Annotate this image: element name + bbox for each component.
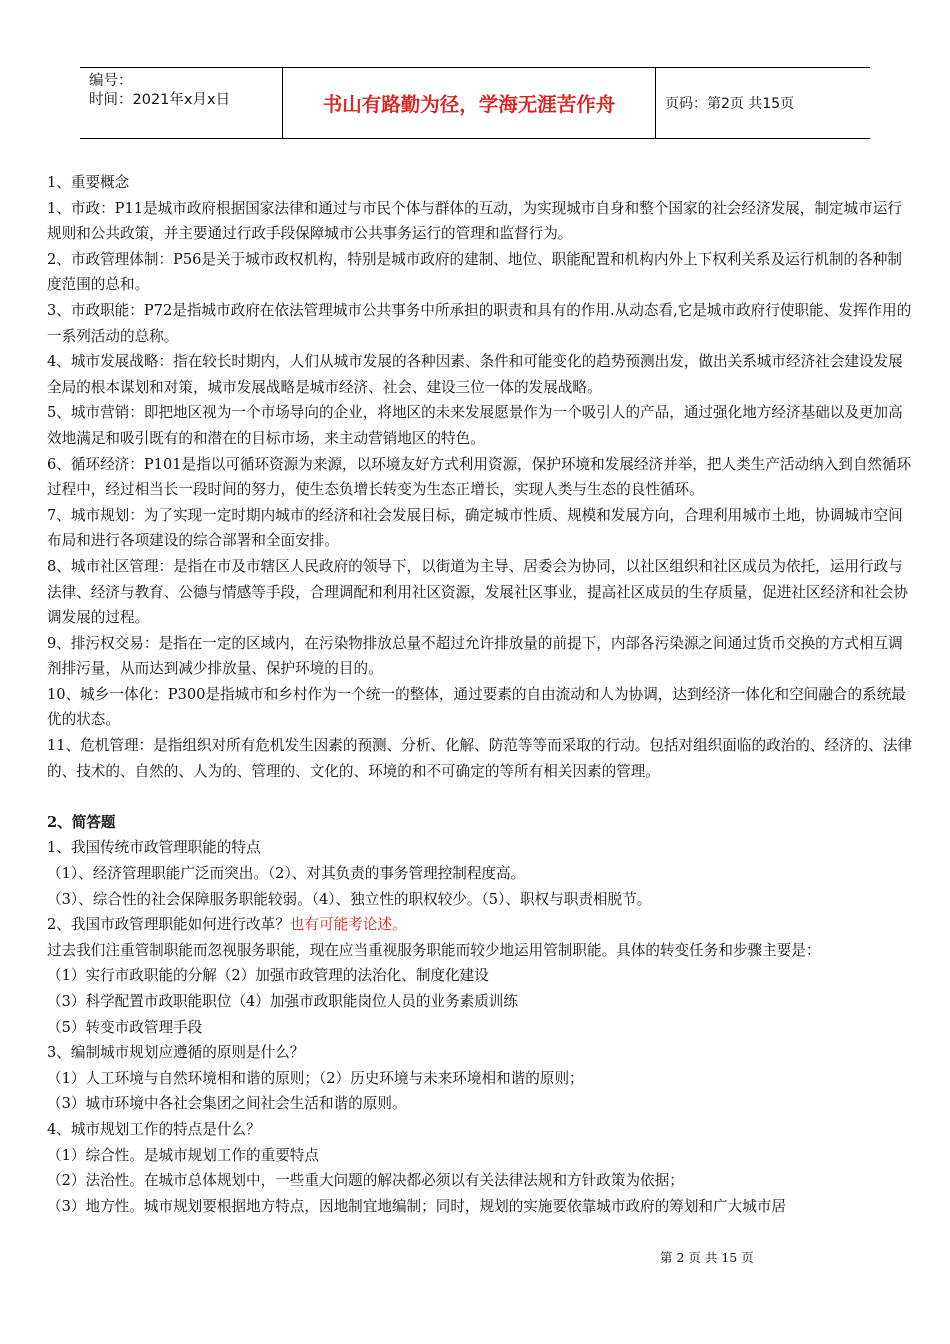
answer-line: （3）、综合性的社会保障服务职能较弱。（4）、独立性的职权较少。（5）、职权与职责相脱节。	[47, 890, 652, 908]
header-meta	[80, 68, 283, 138]
answer-line: （3）科学配置市政职能职位（4）加强市政职能岗位人员的业务素质训练	[47, 993, 518, 1010]
answer-intro: 过去我们注重管制职能而忽视服务职能，现在应当重视服务职能而较少地运用管制职能。具体的转变任务和步骤主要是：	[47, 941, 821, 959]
header-motto: 书山有路勤为径，学海无涯苦作舟	[283, 68, 656, 138]
document-header	[80, 67, 870, 139]
concept-item: 2、市政管理体制：P56是关于城市政权机构，特别是城市政府的建制、地位、职能配置和机构内外上下权利关系及运行机制的各种制度范围的总和。	[47, 250, 902, 294]
page-footer: 第 2 页 共 15 页	[660, 1250, 754, 1265]
concept-item: 9、排污权交易：是指在一定的区域内，在污染物排放总量不超过允许排放量的前提下，内部各污染源之间通过货币交换的方式相互调剂排污量，从而达到减少排放量、保护环境的目的。	[47, 634, 903, 678]
concept-item: 10、城乡一体化：P300是指城市和乡村作为一个统一的整体，通过要素的自由流动和人为协调，达到经济一体化和空间融合的系统最优的状态。	[47, 685, 906, 729]
concept-item: 5、城市营销：即把地区视为一个市场导向的企业，将地区的未来发展愿景作为一个吸引人的产品，通过强化地方经济基础以及更加高效地满足和吸引既有的和潜在的目标市场，来主动营销地区的特色。	[47, 404, 903, 447]
question-text: 2、我国市政管理职能如何进行改革？	[47, 916, 290, 934]
concept-item: 11、危机管理：是指组织对所有危机发生因素的预测、分析、化解、防范等等而采取的行动。包括对组织面临的政治的、经济的、法律的、技术的、自然的、人为的、管理的、文化的、环境的和不可确定的等所有相关因素的管理。	[47, 737, 913, 780]
answer-line: （2）法治性。在城市总体规划中，一些重大问题的解决都必须以有关法律法规和方针政策为依据；	[47, 1172, 684, 1190]
document-body	[47, 170, 913, 1219]
question: 1、我国传统市政管理职能的特点	[47, 839, 261, 857]
header-page-info: 页码：第2页 共15页	[665, 96, 795, 112]
concept-item: 4、城市发展战略：指在较长时期内，人们从城市发展的各种因素、条件和可能变化的趋势预测出发，做出关系城市经济社会建设发展全局的根本谋划和对策，城市发展战略是城市经济、社会、建设三位一体的发展战略。	[47, 353, 903, 396]
answer-line: （1）、经济管理职能广泛而突出。（2）、对其负责的事务管理控制程度高。	[47, 865, 526, 883]
answer-line: （3）城市环境中各社会集团之间社会生活和谐的原则。	[47, 1095, 407, 1113]
question: 4、城市规划工作的特点是什么？	[47, 1120, 261, 1138]
concept-item: 1、市政：P11是城市政府根据国家法律和通过与市民个体与群体的互动，为实现城市自身和整个国家的社会经济发展，制定城市运行规则和公共政策，并主要通过行政手段保障城市公共事务运行的管理和监督行为。	[47, 199, 902, 243]
answer-line: （3）地方性。城市规划要根据地方特点，因地制宜地编制；同时，规划的实施要依靠城市政府的筹划和广大城市居	[47, 1197, 786, 1215]
number-label: 编号：	[89, 73, 133, 89]
section-title: 2、简答题	[47, 813, 116, 831]
concept-item: 7、城市规划：为了实现一定时期内城市的经济和社会发展目标，确定城市性质、规模和发展方向，合理利用城市土地，协调城市空间布局和进行各项建设的综合部署和全面安排。	[47, 506, 903, 550]
paragraph-gap	[47, 784, 913, 810]
time-label: 时间：2021年x月x日	[89, 92, 231, 108]
answer-line: （1）实行市政职能的分解（2）加强市政管理的法治化、制度化建设	[47, 967, 489, 985]
concept-item: 8、城市社区管理：是指在市及市辖区人民政府的领导下，以街道为主导、居委会为协同，以社区组织和社区成员为依托，运用行政与法律、经济与教育、公德与情感等手段，合理调配和利用社区资源，发展社区事业，提高社区成员的生存质量，促进社区经济和社会协调发展的过程。	[47, 557, 909, 627]
question: 3、编制城市规划应遵循的原则是什么？	[47, 1044, 305, 1062]
answer-line: （1）综合性。是城市规划工作的重要特点	[47, 1146, 319, 1164]
answer-line: （1）人工环境与自然环境相和谐的原则；（2）历史环境与未来环境相和谐的原则；	[47, 1069, 584, 1087]
answer-line: （5）转变市政管理手段	[47, 1018, 203, 1036]
exam-note: 也有可能考论述。	[289, 916, 407, 934]
section-title: 1、重要概念	[47, 174, 130, 191]
concept-item: 3、市政职能：P72是指城市政府在依法管理城市公共事务中所承担的职责和具有的作用.从动态看,它是城市政府行使职能、发挥作用的一系列活动的总称。	[47, 301, 912, 345]
question	[47, 912, 913, 938]
concept-item: 6、循环经济：P101是指以可循环资源为来源，以环境友好方式利用资源，保护环境和发展经济并举，把人类生产活动纳入到自然循环过程中，经过相当长一段时间的努力，使生态负增长转变为生态正增长，实现人类与生态的良性循环。	[47, 455, 912, 499]
